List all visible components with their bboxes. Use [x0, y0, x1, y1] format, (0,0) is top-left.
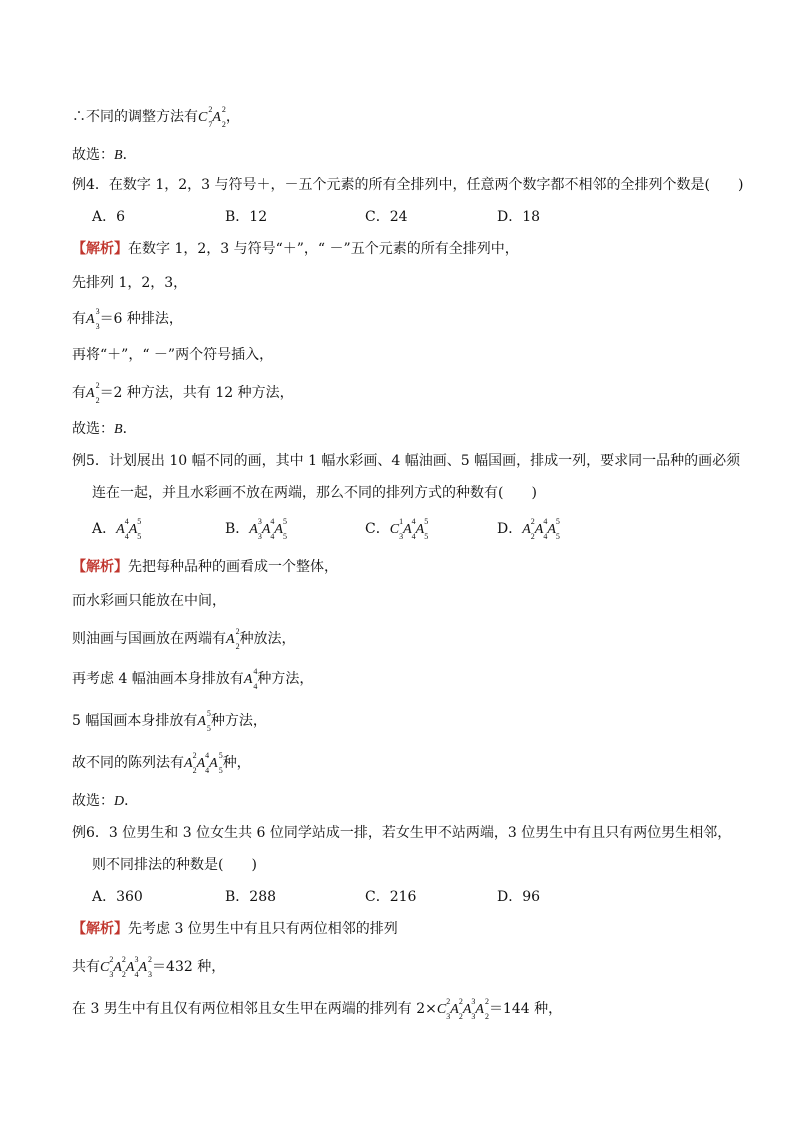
text: 有 [72, 385, 86, 401]
math-a-2-2: A 2 2 [450, 997, 463, 1021]
option-c: C．24 [365, 209, 408, 225]
math-a-2-2: A 2 2 [522, 517, 535, 541]
text: ＝144 种， [488, 1001, 563, 1017]
option-d: D．18 [497, 209, 541, 225]
text: 种， [222, 755, 251, 771]
text: 共有 [72, 959, 100, 975]
math-c-3-1: C 1 3 [389, 517, 404, 541]
text: ． [122, 421, 137, 437]
option-a: A．6 [92, 209, 126, 225]
option-b: B．12 [225, 209, 268, 225]
answer-value: D [114, 794, 125, 809]
math-a-3-2: A 2 3 [138, 955, 153, 979]
example-6-solution-3 [72, 997, 563, 1021]
math-a-5-5: A 5 5 [128, 517, 142, 541]
text: 在 3 男生中有且仅有两位相邻且女生甲在两端的排列有 2× [72, 1001, 437, 1017]
math-c-3-2: C 2 3 [436, 997, 451, 1021]
option-d: D．96 [497, 889, 541, 905]
math-a-2-2: A 2 2 [184, 751, 197, 775]
example-5-solution-6 [72, 751, 251, 775]
example-6-question-line-1: 例6．3 位男生和 3 位女生共 6 位同学站成一排，若女生甲不站两端，3 位男生中有且只有两位男生相邻， [72, 825, 732, 841]
solution-tag: 【解析】 [72, 921, 128, 937]
math-a-4-4: A 4 4 [116, 517, 129, 541]
example-4-options [92, 208, 712, 226]
text: 故选： [72, 147, 114, 163]
answer-value: B [114, 148, 123, 163]
example-6-options [92, 888, 712, 906]
text: 先考虑 3 位男生中有且只有两位相邻的排列 [128, 921, 398, 937]
math-c-3-2: C 2 3 [100, 955, 114, 979]
math-a-5-5: A 5 5 [209, 751, 223, 775]
example-5-solution-3 [72, 627, 296, 651]
text: 故选： [72, 793, 114, 809]
text: 种方法， [210, 713, 267, 729]
text: 则油画与国画放在两端有 [72, 631, 226, 647]
example-5-solution-4 [72, 667, 314, 691]
text-line-adjust-methods [72, 105, 240, 129]
text: ＝2 种方法，共有 12 种方法， [99, 385, 294, 401]
example-4-solution-3 [72, 307, 183, 331]
answer-line [72, 146, 137, 165]
math-a-2-2: A 2 2 [212, 105, 226, 129]
example-5-answer [72, 792, 138, 811]
example-4-solution-1 [72, 240, 519, 258]
text: ， [225, 109, 240, 125]
example-5-options [92, 517, 712, 541]
example-5-solution-1 [72, 558, 338, 576]
example-4-solution-2: 先排列 1，2，3， [72, 275, 188, 291]
example-5-solution-5 [72, 709, 267, 733]
math-a-2-2: A 2 2 [475, 997, 489, 1021]
math-a-4-4: A 4 4 [403, 517, 416, 541]
text: ． [122, 147, 137, 163]
text: 故不同的陈列法有 [72, 755, 184, 771]
math-a-5-5: A 5 5 [547, 517, 560, 541]
math-a-5-5: A 5 5 [197, 709, 211, 733]
math-a-4-4: A 4 4 [196, 751, 210, 775]
example-6-question-line-2: 则不同排法的种数是( ) [92, 857, 257, 873]
math-a-4-4: A 4 4 [243, 667, 258, 691]
option-b: B．288 [225, 889, 277, 905]
text: ＝432 种， [152, 959, 226, 975]
option-d: D．A 2 2 A 4 4 A 5 5 [497, 517, 560, 541]
example-4-solution-4: 再将“＋”，“ －”两个符号插入， [72, 347, 274, 363]
text: 种放法， [239, 631, 296, 647]
math-a-5-5: A 5 5 [274, 517, 287, 541]
option-b: B．A 3 3 A 4 4 A 5 5 [225, 517, 287, 541]
example-6-solution-1 [72, 920, 398, 938]
math-a-4-4: A 4 4 [534, 517, 548, 541]
math-a-2-2: A 2 2 [113, 955, 126, 979]
example-6-solution-2 [72, 955, 226, 979]
option-c: C．C 1 3 A 4 4 A 5 5 [365, 517, 429, 541]
text: 在数字 1，2，3 与符号“＋”，“ －”五个元素的所有全排列中， [128, 241, 519, 257]
math-a-2-2: A 2 2 [86, 381, 100, 405]
example-5-question-line-1: 例5．计划展出 10 幅不同的画，其中 1 幅水彩画、4 幅油画、5 幅国画，排成一列，要求同一品种的画必须 [72, 453, 741, 469]
math-a-3-3: A 3 3 [462, 997, 476, 1021]
math-a-4-4: A 4 4 [261, 517, 275, 541]
text: 故选： [72, 421, 114, 437]
text: 5 幅国画本身排放有 [72, 713, 198, 729]
math-a-5-5: A 5 5 [415, 517, 429, 541]
solution-tag: 【解析】 [72, 559, 128, 575]
text: ＝6 种排法， [99, 311, 183, 327]
text: 先把每种品种的画看成一个整体， [128, 559, 338, 575]
text: 有 [72, 311, 86, 327]
example-4-question: 例4．在数字 1，2，3 与符号＋，－五个元素的所有全排列中，任意两个数字都不相邻的全排列个数是( ) [72, 177, 744, 193]
answer-value: B [114, 422, 123, 437]
text: ． [124, 793, 139, 809]
text: 种方法， [257, 671, 314, 687]
solution-tag: 【解析】 [72, 241, 128, 257]
example-4-answer [72, 420, 137, 439]
text: ∴不同的调整方法有 [72, 109, 198, 125]
math-a-3-3: A 3 3 [86, 307, 100, 331]
math-a-3-3: A 3 3 [249, 517, 262, 541]
math-a-4-3: A 3 4 [125, 955, 139, 979]
option-a: A．360 [92, 889, 143, 905]
example-5-solution-2: 而水彩画只能放在中间， [72, 593, 226, 609]
math-c-7-2: C 2 7 [198, 105, 213, 129]
example-5-question-line-2: 连在一起，并且水彩画不放在两端，那么不同的排列方式的种数有( ) [92, 485, 537, 501]
option-a: A．A 4 4 A 5 5 [92, 517, 142, 541]
math-a-2-2: A 2 2 [226, 627, 240, 651]
option-c: C．216 [365, 889, 417, 905]
example-4-solution-5 [72, 381, 294, 405]
text: 再考虑 4 幅油画本身排放有 [72, 671, 244, 687]
